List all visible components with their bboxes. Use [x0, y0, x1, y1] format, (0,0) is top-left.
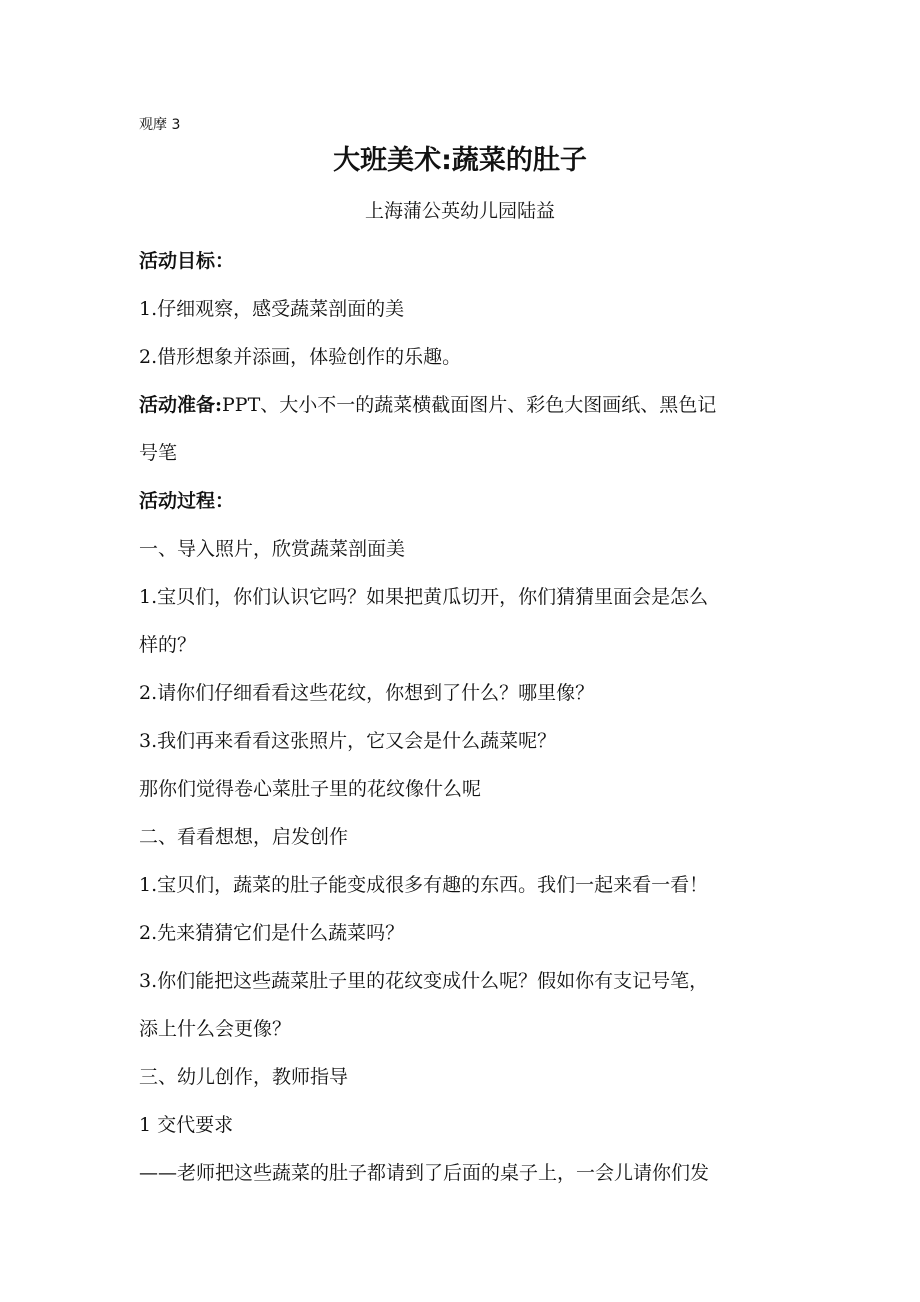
- part-2-heading: 二、看看想想，启发创作: [139, 826, 349, 848]
- part-3-heading: 三、幼儿创作，教师指导: [139, 1066, 349, 1088]
- part-1-heading: 一、导入照片，欣赏蔬菜剖面美: [139, 538, 406, 560]
- part-2-item-2: 2.先来猜猜它们是什么蔬菜吗？: [139, 922, 405, 944]
- preparation-label: 活动准备:: [139, 394, 223, 416]
- part-1-item-1-continued: 样的？: [139, 634, 197, 656]
- process-heading: 活动过程：: [139, 490, 235, 512]
- part-2-item-3-continued: 添上什么会更像？: [139, 1018, 292, 1040]
- part-2-item-1: 1.宝贝们，蔬菜的肚子能变成很多有趣的东西。我们一起来看一看！: [139, 874, 709, 896]
- document-body: [139, 237, 789, 1197]
- preparation-line: [139, 381, 789, 429]
- part-3-dialog: ——老师把这些蔬菜的肚子都请到了后面的桌子上，一会儿请你们发: [139, 1162, 710, 1184]
- document-author: 上海蒲公英幼儿园陆益: [364, 200, 555, 222]
- preparation-text: PPT、大小不一的蔬菜横截面图片、彩色大图画纸、黑色记: [222, 394, 717, 416]
- goal-item-2: 2.借形想象并添画，体验创作的乐趣。: [139, 346, 462, 368]
- part-1-item-3: 3.我们再来看看这张照片，它又会是什么蔬菜呢？: [139, 730, 557, 752]
- goal-item-1: 1.仔细观察，感受蔬菜剖面的美: [139, 298, 405, 320]
- document-title: 大班美术:蔬菜的肚子: [333, 145, 587, 176]
- preparation-text-continued: 号笔: [139, 442, 178, 464]
- part-1-note: 那你们觉得卷心菜肚子里的花纹像什么呢: [139, 778, 482, 800]
- goals-heading: 活动目标：: [139, 250, 235, 272]
- part-2-item-3: 3.你们能把这些蔬菜肚子里的花纹变成什么呢？假如你有支记号笔，: [139, 970, 709, 992]
- part-3-item-1: 1 交代要求: [139, 1114, 234, 1136]
- part-1-item-2: 2.请你们仔细看看这些花纹，你想到了什么？哪里像？: [139, 682, 595, 704]
- part-1-item-1: 1.宝贝们，你们认识它吗？如果把黄瓜切开，你们猜猜里面会是怎么: [139, 586, 709, 608]
- header-note: 观摩 3: [139, 117, 181, 133]
